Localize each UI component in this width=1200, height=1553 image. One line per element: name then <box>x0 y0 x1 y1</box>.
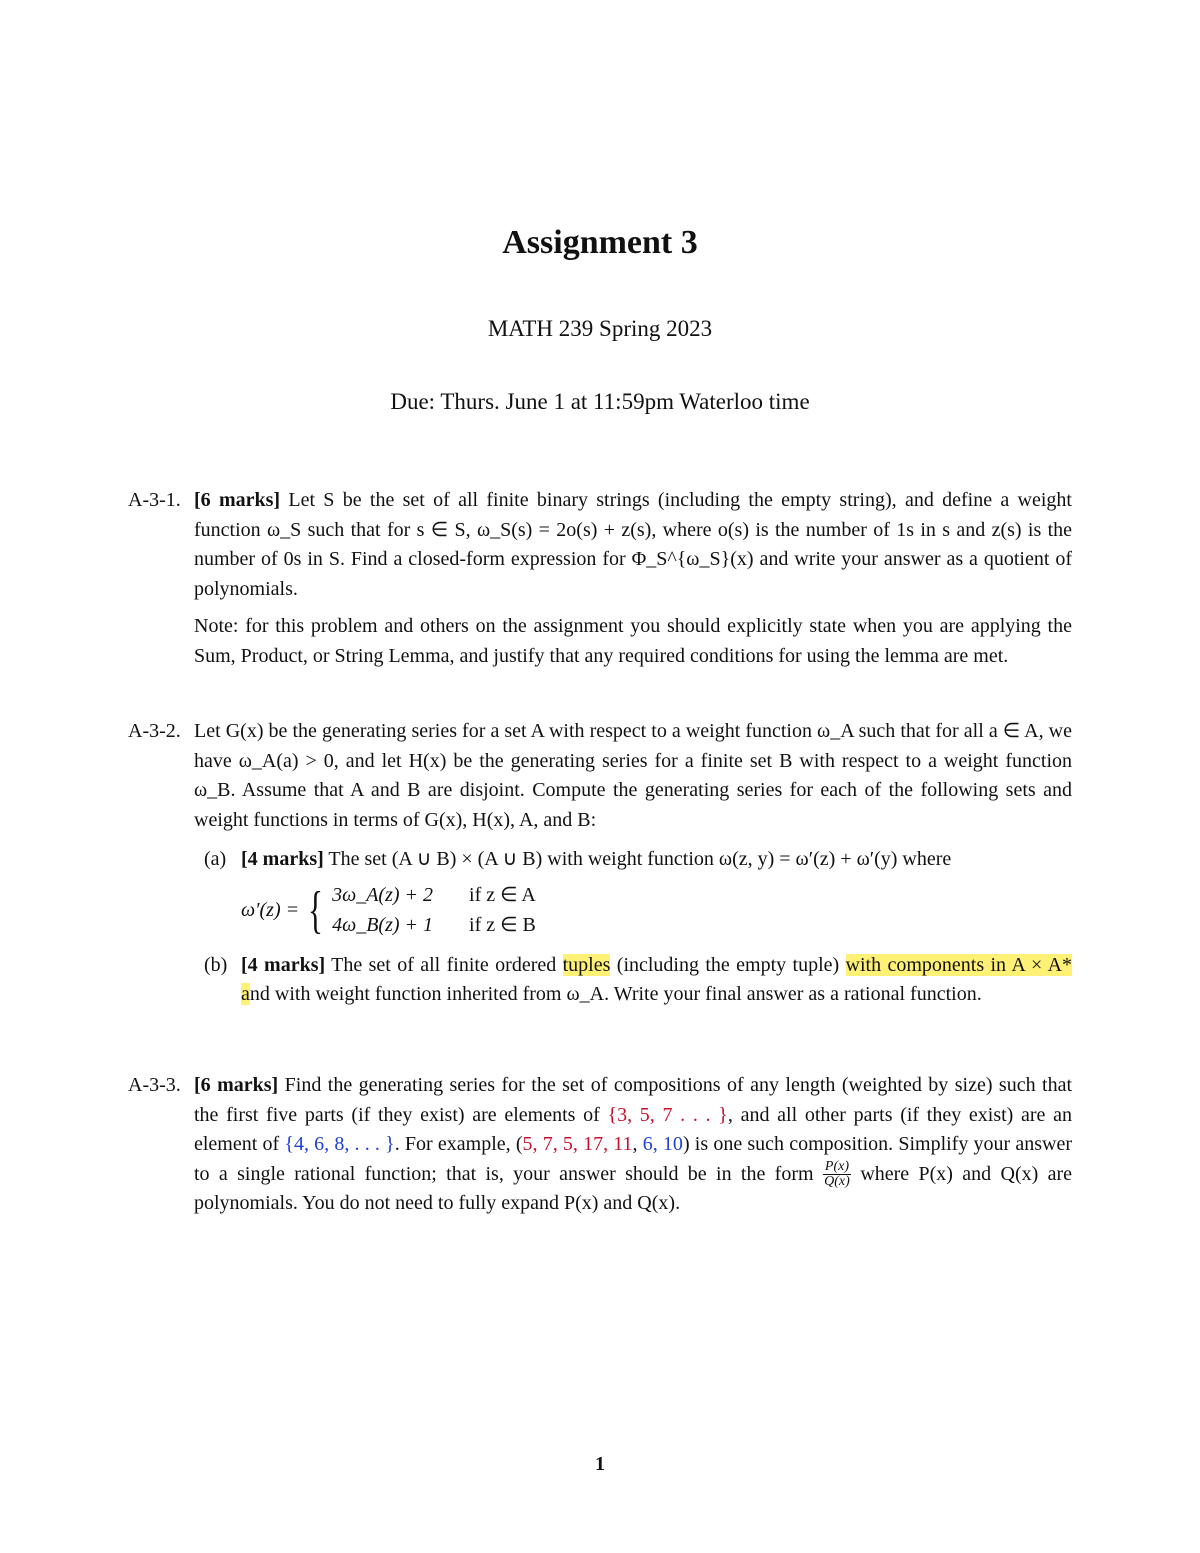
part-label: (a) <box>204 848 227 870</box>
case1: 3ω_A(z) + 2 <box>332 883 434 906</box>
course-subtitle: MATH 239 Spring 2023 <box>487 316 713 341</box>
text-c: . For example, ( <box>394 1133 523 1155</box>
fraction <box>823 1160 851 1189</box>
even-set: {4, 6, 8, . . . } <box>284 1133 395 1155</box>
text-d: ) is one such composition. Simplify your answer to a single rational function; that is, your answer should be in the form <box>194 1133 1073 1185</box>
frac-num: P(x) <box>824 1159 849 1175</box>
problem-a31 <box>128 486 1072 679</box>
text-a: Find the generating series for the set of compositions of any length (weighted by size) such that the first five parts (if they exist) are elements of <box>194 1074 1073 1126</box>
case2: 4ω_B(z) + 1 <box>332 913 434 936</box>
page-number: 1 <box>595 1453 605 1475</box>
part-text-c: nd with weight function inherited from ω_A. Write your final answer as a rational function. <box>249 983 982 1005</box>
highlight-components: with components in A × A* a <box>241 953 1073 1005</box>
problem-label: A-3-2. <box>128 720 181 742</box>
case2-cond: if z ∈ B <box>469 913 536 936</box>
marks: [4 marks] <box>241 953 326 976</box>
text-e: where P(x) and Q(x) are polynomials. You do not need to fully expand P(x) and Q(x). <box>194 1162 1073 1215</box>
case1-cond: if z ∈ A <box>469 883 536 906</box>
piecewise-definition <box>241 881 1072 941</box>
cases-lhs: ω′(z) = <box>241 898 300 921</box>
part-label: (b) <box>204 953 228 976</box>
page-title: Assignment 3 <box>502 224 698 261</box>
due-date: Due: Thurs. June 1 at 11:59pm Waterloo time <box>390 389 810 414</box>
frac-den: Q(x) <box>824 1174 850 1190</box>
example-red: 5, 7, 5, 17, 11 <box>522 1133 633 1155</box>
example-sep: , <box>632 1133 643 1155</box>
part-b <box>194 951 1072 1010</box>
part-a <box>194 845 1072 941</box>
problem-label: A-3-3. <box>128 1074 181 1096</box>
part-text-a: The set of all finite ordered <box>331 953 557 976</box>
marks: [6 marks] <box>194 489 281 511</box>
problem-text: Let S be the set of all finite binary strings (including the empty string), and define a weight function ω_S such that for s ∈ S, ω_S(s) = 2o(s) + z(s), where o(s) is the number of 1s in s and z(s) is the number of 0s in S. Find a closed-form expression for Φ_S^{ω_S}(x) and write your answer as a quotient of polynomials. <box>194 489 1072 600</box>
marks: [4 marks] <box>241 848 324 870</box>
problem-a32 <box>128 717 1072 1010</box>
text-b: , and all other parts (if they exist) are an element of <box>194 1103 1073 1155</box>
part-text: The set (A ∪ B) × (A ∪ B) with weight function ω(z, y) = ω′(z) + ω′(y) where <box>328 848 952 870</box>
problem-text: Let G(x) be the generating series for a set A with respect to a weight function ω_A such that for all a ∈ A, we have ω_A(a) > 0, and let H(x) be the generating series for a finite set B with respect to a weight function ω_B. Assume that A and B are disjoint. Compute the generating series for each of the following sets and weight functions in terms of G(x), H(x), A, and B: <box>194 720 1072 831</box>
part-text-b: (including the empty tuple) <box>616 953 840 976</box>
example-blue: 6, 10 <box>642 1133 683 1155</box>
odd-set: {3, 5, 7 . . . } <box>607 1103 728 1126</box>
brace-icon: { <box>308 881 324 939</box>
problem-a33 <box>128 1071 1072 1227</box>
problem-label: A-3-1. <box>128 489 181 511</box>
marks: [6 marks] <box>194 1074 279 1096</box>
highlight-tuples: tuples <box>562 953 611 976</box>
problem-note: Note: for this problem and others on the assignment you should explicitly state when you are applying the Sum, Product, or String Lemma, and justify that any required conditions for using the lemma are met. <box>194 615 1072 667</box>
